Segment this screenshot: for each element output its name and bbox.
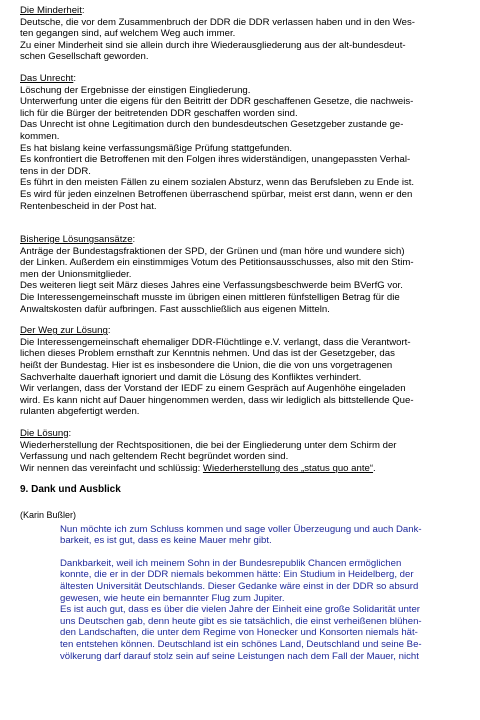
text-line: Es hat bislang keine verfassungsmäßige Prüfung stattgefunden. <box>20 142 292 154</box>
text-line: Verfassung und nach geltendem Recht begründet worden sind. <box>20 451 289 463</box>
text-line: Des weiteren liegt seit März dieses Jahres eine Verfassungsbeschwerde beim BVerfG vor. <box>20 280 403 292</box>
text-line: lichen dieses Problem ernsthaft zur Kenntnis nehmen. Und das ist der Gesetzgeber, das <box>20 348 395 360</box>
quote-line: uns Deutschen gab, denn heute gibt es sie tatsächlich, die einst verheißenen blühen- <box>60 615 422 627</box>
text-line: Das Unrecht ist ohne Legitimation durch den bundesdeutschen Gesetzgeber zustande ge- <box>20 119 404 131</box>
quote-line: völkerung darf darauf stolz sein auf seine Leistungen nach dem Fall der Mauer, nicht <box>60 650 419 662</box>
text-line: kommen. <box>20 130 60 142</box>
quote-block <box>60 524 480 663</box>
quote-line: barkeit, es ist gut, dass es keine Mauer mehr gibt. <box>60 535 272 547</box>
text-line: tens in der DDR. <box>20 165 91 177</box>
text-line: Sachverhalte dauerhaft ignoriert und damit die Lösung des Konfliktes verhindert. <box>20 371 362 383</box>
quote-line: Nun möchte ich zum Schluss kommen und sage voller Überzeugung und auch Dank- <box>60 523 422 535</box>
section-heading: Die Lösung: <box>20 428 72 439</box>
section-heading: Bisherige Lösungsansätze: <box>20 234 136 246</box>
quote-line: gewesen, wie heute ein bemannter Flug zum Jupiter. <box>60 592 285 604</box>
quote-line: Es ist auch gut, dass es über die vielen Jahre der Einheit eine große Solidarität unter <box>60 604 420 616</box>
section-injustice <box>20 73 480 212</box>
text-line: schen Gesellschaft geworden. <box>20 51 149 63</box>
text-line: rulanten abgefertigt werden. <box>20 406 140 418</box>
text-line: ten gegangen sind, auf welchem Weg auch immer. <box>20 28 236 40</box>
text-line: Die Interessengemeinschaft musste im übrigen einen mittleren fünfstelligen Betrag für die <box>20 292 400 304</box>
quote-line: den Landschaften, die unter dem Regime von Honecker und Konsorten niemals hät- <box>60 627 418 639</box>
text-line: men der Unionsmitglieder. <box>20 268 132 280</box>
speaker-name: (Karin Bußler) <box>20 509 77 520</box>
quote-line: ten entstehen können. Deutschland ist ein schönes Land, Deutschland und seine Be- <box>60 638 422 650</box>
text-line: lich für die Bürger der beitretenden DDR geschaffen worden sind. <box>20 107 298 119</box>
section-heading: Die Minderheit: <box>20 5 85 16</box>
text-line: Rentenbescheid in der Post hat. <box>20 200 157 212</box>
text-line: Anwaltskosten dafür aufbringen. Fast ausschließlich aus eigenen Mitteln. <box>20 303 330 315</box>
text-line: Wir nennen das vereinfacht und schlüssig: Wiederherstellung des „status quo ante“. <box>20 462 376 474</box>
section-heading: Das Unrecht: <box>20 72 76 84</box>
text-line: Löschung der Ergebnisse der einstigen Eingliederung. <box>20 84 251 96</box>
text-line: Deutsche, die vor dem Zusammenbruch der DDR die DDR verlassen haben und in den Wes- <box>20 16 415 28</box>
text-line: Unterwerfung unter die eigens für den Beitritt der DDR geschaffenen Gesetze, die nachweis- <box>20 96 414 108</box>
text-line: heißt der Bundestag. Hier ist es insbesondere die Union, die die von uns vorgetragenen <box>20 360 393 372</box>
text-line: Es wird für jeden einzelnen Betroffenen überraschend spürbar, meist erst dann, wenn er den <box>20 188 413 200</box>
section-heading: Der Weg zur Lösung: <box>20 325 111 337</box>
text-line: Es konfrontiert die Betroffenen mit den Folgen ihres widerständigen, unangepassten Verhal- <box>20 154 411 166</box>
quote-line: konnte, die er in der DDR niemals bekommen hätte: Ein Studium in Heidelberg, der <box>60 569 414 581</box>
section-way <box>20 325 480 418</box>
text-line: Die Interessengemeinschaft ehemaliger DDR-Flüchtlinge e.V. verlangt, dass die Verantwort- <box>20 336 411 348</box>
section-solution <box>20 428 480 474</box>
section-approaches <box>20 234 480 315</box>
section-minority <box>20 5 480 63</box>
text-line: wird. Es kann nicht auf Dauer hingenommen werden, dass wir lediglich als bittstellende Que- <box>20 394 414 406</box>
text-line: Wiederherstellung der Rechtspositionen, die bei der Eingliederung unter dem Schirm der <box>20 439 397 451</box>
text-line: Wir verlangen, dass der Vorstand der IEDF zu einem Gespräch auf Augenhöhe eingeladen <box>20 383 406 395</box>
chapter-title: 9. Dank und Ausblick <box>20 484 121 496</box>
quote-line: Dankbarkeit, weil ich meinem Sohn in der Bundesrepublik Chancen ermöglichen <box>60 557 402 569</box>
text-line: Es führt in den meisten Fällen zu einem sozialen Absturz, wenn das Berufsleben zu Ende ist. <box>20 177 415 189</box>
quote-line: ältesten Universität Deutschlands. Dieser Gedanke wäre einst in der DDR so absurd <box>60 580 419 592</box>
underlined-phrase: Wiederherstellung des „status quo ante“ <box>202 462 374 474</box>
text-line: Zu einer Minderheit sind sie allein durch ihre Wiederausgliederung aus der alt-bundesdeut- <box>20 39 406 51</box>
text-line: Anträge der Bundestagsfraktionen der SPD, der Grünen und (man höre und wundere sich) <box>20 245 405 257</box>
text-line: der Linken. Außerdem ein einstimmiges Votum des Petitionsausschusses, also mit den Stim- <box>20 257 414 269</box>
